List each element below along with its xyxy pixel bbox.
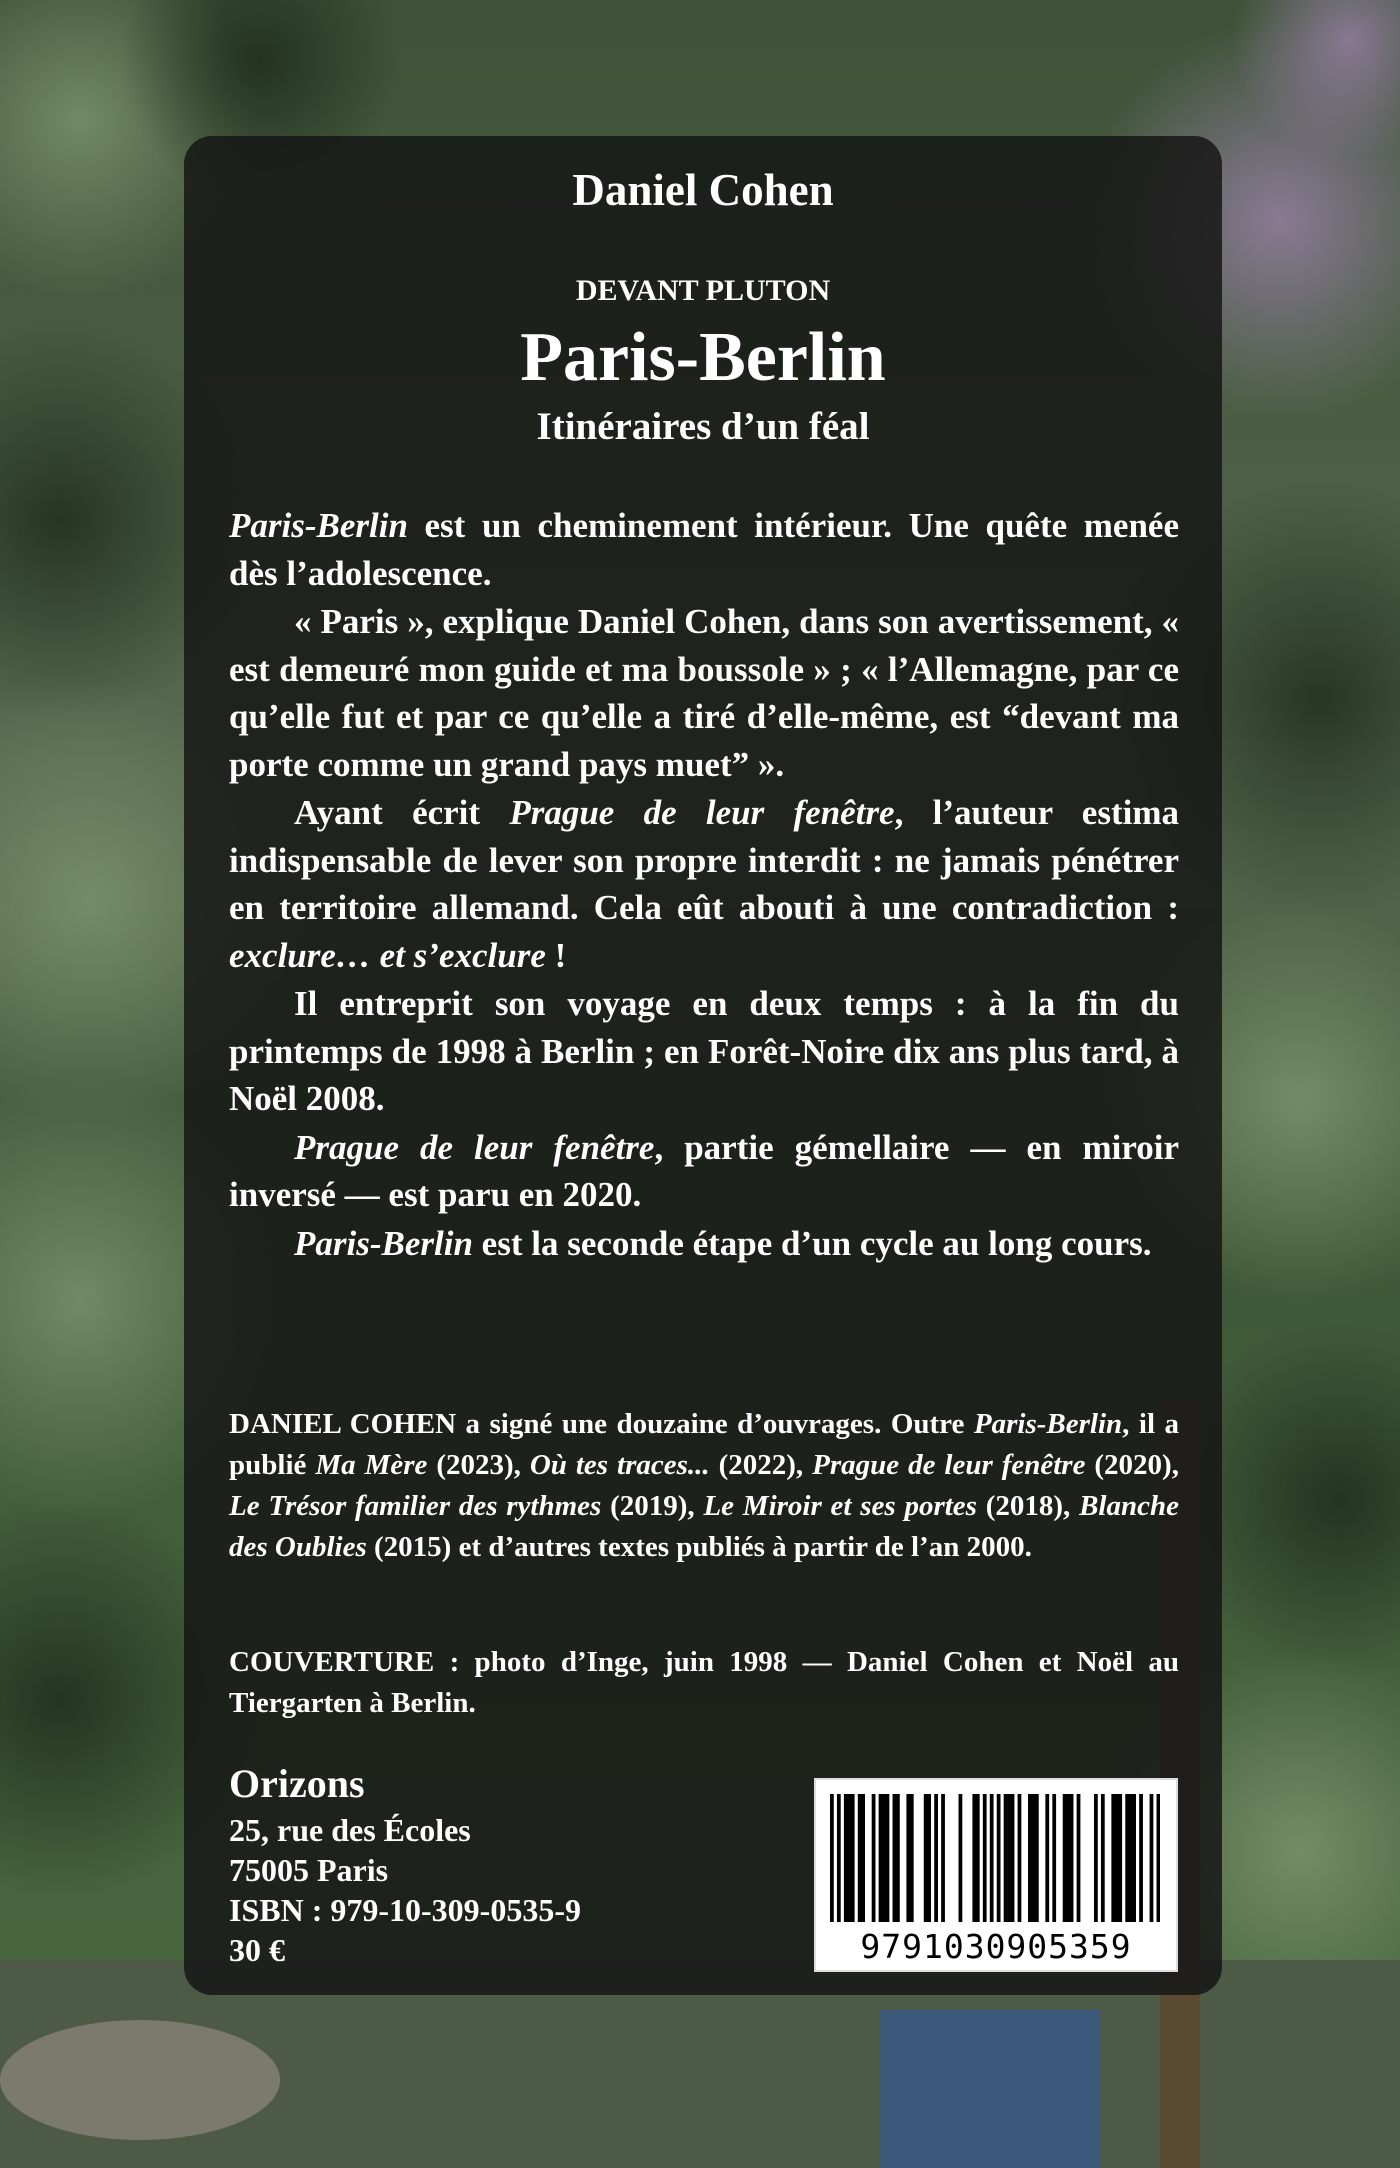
barcode-bar: [1066, 1794, 1070, 1922]
barcode-bar: [837, 1794, 841, 1922]
barcode-bar: [1094, 1794, 1098, 1922]
barcode-bar: [906, 1794, 910, 1922]
publisher-city: 75005 Paris: [229, 1852, 389, 1888]
description-paragraph: Paris-Berlin est un cheminement intérieur. Une quête menée dès l’adolescence.: [229, 506, 1179, 593]
price: 30 €: [229, 1932, 285, 1968]
barcode-bar: [858, 1794, 862, 1922]
barcode-bar: [1052, 1794, 1056, 1922]
book-description: [229, 502, 1179, 1267]
barcode-bar: [1077, 1794, 1081, 1922]
description-paragraph: Prague de leur fenêtre, partie gémellaire — en miroir inversé — est paru en 2020.: [229, 1127, 1179, 1214]
barcode-bar: [924, 1794, 928, 1922]
barcode-bar: [934, 1794, 938, 1922]
back-cover-text-panel: [184, 136, 1222, 1995]
author-name: Daniel Cohen: [572, 165, 834, 215]
barcode-bar: [927, 1794, 931, 1922]
barcode-bar: [861, 1794, 865, 1922]
barcode-bar: [1129, 1794, 1133, 1922]
barcode-bar: [844, 1794, 848, 1922]
barcode-bar: [1031, 1794, 1035, 1922]
barcode-bar: [997, 1794, 1001, 1922]
author-bio: DANIEL COHEN a signé une douzaine d’ouvrages. Outre Paris-Berlin, il a publié Ma Mère (2023), Où tes traces... (2022), Prague de leur fenêtre (2020), Le Trésor familier des rythmes (2019), Le Miroir et ses portes (2018), Blanche des Oublies (2015) et d’autres textes publiés à partir de l’an 2000.: [229, 1408, 1179, 1563]
barcode-bar: [851, 1794, 855, 1922]
publisher-info: [229, 1758, 581, 1970]
barcode-bar: [983, 1794, 987, 1922]
barcode-bar: [872, 1794, 876, 1922]
barcode-bar: [1139, 1794, 1143, 1922]
book-title: Paris-Berlin: [520, 319, 886, 396]
barcode-bar: [1115, 1794, 1119, 1922]
barcode-bar: [1101, 1794, 1105, 1922]
barcode-bars: [830, 1794, 1160, 1922]
barcode: [814, 1778, 1178, 1972]
barcode-bar: [1011, 1794, 1015, 1922]
description-paragraph: Paris-Berlin est la seconde étape d’un cycle au long cours.: [294, 1223, 1152, 1263]
barcode-bar: [896, 1794, 900, 1922]
barcode-bar: [1018, 1794, 1022, 1922]
barcode-bar: [910, 1794, 914, 1922]
barcode-bar: [1157, 1794, 1160, 1922]
barcode-bar: [882, 1794, 886, 1922]
barcode-bar: [1118, 1794, 1122, 1922]
description-paragraph: Ayant écrit Prague de leur fenêtre, l’auteur estima indispensable de lever son propre interdit : ne jamais pénétrer en territoire allemand. Cela eût abouti à une contradiction : exclure… et s’exclure !: [229, 793, 1179, 975]
barcode-bar: [1007, 1794, 1011, 1922]
barcode-bar: [1063, 1794, 1067, 1922]
series-title: DEVANT PLUTON: [575, 274, 831, 307]
description-paragraph: Il entreprit son voyage en deux temps : à la fin du printemps de 1998 à Berlin ; en Forêt-Noire dix ans plus tard, à Noël 2008.: [229, 984, 1179, 1118]
isbn: ISBN : 979-10-309-0535-9: [229, 1892, 581, 1928]
cover-credit: COUVERTURE : photo d’Inge, juin 1998 — Daniel Cohen et Noël au Tiergarten à Berlin.: [229, 1646, 1179, 1719]
barcode-bar: [1070, 1794, 1074, 1922]
barcode-digits: 9791030905359: [860, 1927, 1132, 1966]
barcode-bar: [1004, 1794, 1008, 1922]
barcode-bar: [976, 1794, 980, 1922]
barcode-bar: [893, 1794, 897, 1922]
barcode-bar: [941, 1794, 945, 1922]
publisher-name: Orizons: [229, 1761, 365, 1806]
barcode-bar: [1028, 1794, 1032, 1922]
barcode-bar: [972, 1794, 976, 1922]
barcode-bar: [1150, 1794, 1154, 1922]
barcode-bar: [879, 1794, 883, 1922]
book-subtitle: Itinéraires d’un féal: [536, 405, 870, 448]
barcode-bar: [847, 1794, 851, 1922]
barcode-bar: [1132, 1794, 1136, 1922]
barcode-bar: [886, 1794, 890, 1922]
publisher-street: 25, rue des Écoles: [229, 1812, 471, 1848]
barcode-bar: [1111, 1794, 1115, 1922]
barcode-bar: [830, 1794, 834, 1922]
barcode-bar: [1035, 1794, 1039, 1922]
barcode-bar: [1125, 1794, 1129, 1922]
description-paragraph: « Paris », explique Daniel Cohen, dans son avertissement, « est demeuré mon guide et ma boussole » ; « l’Allemagne, par ce qu’elle fut et par ce qu’elle a tiré d’elle-même, est “devant ma porte comme un grand pays muet” ».: [229, 602, 1179, 784]
barcode-bar: [959, 1794, 963, 1922]
barcode-bar: [990, 1794, 994, 1922]
barcode-bar: [1045, 1794, 1049, 1922]
